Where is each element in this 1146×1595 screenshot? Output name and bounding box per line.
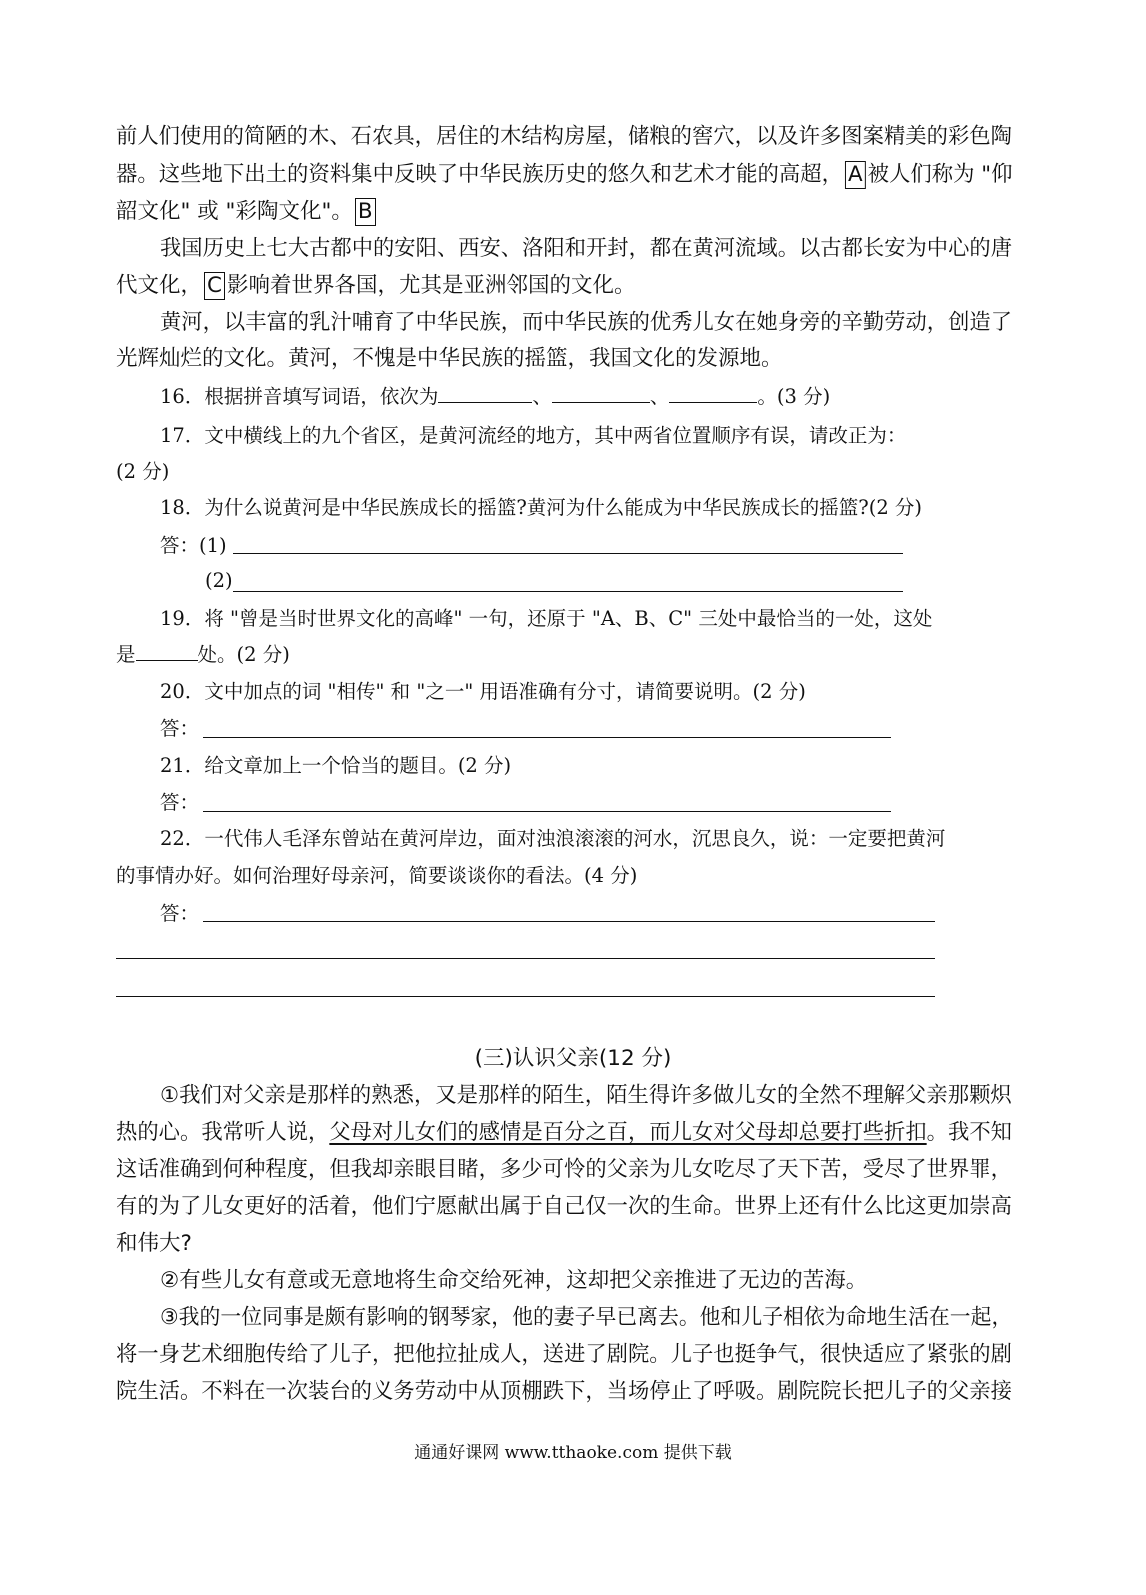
- section3-para1-line2: [116, 1118, 1012, 1148]
- text: 是: [116, 643, 136, 666]
- section3-para1-line3: [116, 1155, 1012, 1185]
- answer-line-22-2[interactable]: [116, 958, 935, 959]
- answer-18-2-label: [205, 566, 233, 596]
- section3-para3-line3: [116, 1377, 1012, 1407]
- section3-para1-line5: [116, 1229, 192, 1259]
- answer-blank-1[interactable]: [438, 382, 532, 403]
- underlined-sentence: 父母对儿女们的感情是百分之百，而儿女对父母却总要打些折扣: [329, 1120, 927, 1145]
- text: 答：(1): [160, 534, 227, 557]
- text: 答：: [160, 902, 200, 925]
- text: ②有些儿女有意或无意地将生命交给死神，这却把父亲推进了无边的苦海。: [160, 1268, 868, 1293]
- answer-blank-2[interactable]: [552, 382, 650, 403]
- text: ①我们对父亲是那样的熟悉，又是那样的陌生，陌生得许多做儿女的全然不理解父亲那颗炽: [160, 1083, 1012, 1108]
- answer-line-22-3[interactable]: [116, 996, 935, 997]
- text: 。(3 分): [757, 385, 831, 408]
- answer-line-22-1[interactable]: [203, 921, 935, 922]
- text: 处。(2 分): [197, 643, 290, 666]
- text: ③我的一位同事是颇有影响的钢琴家，他的妻子早已离去。他和儿子相依为命地生活在一起，: [160, 1305, 1013, 1330]
- question-17-line1: [160, 421, 906, 451]
- answer-22-label: [160, 899, 199, 929]
- text: 和伟大?: [116, 1231, 192, 1256]
- para1-line2: [116, 160, 1013, 190]
- text: 有的为了儿女更好的活着，他们宁愿献出属于自己仅一次的生命。世界上还有什么比这更加崇高: [116, 1194, 1012, 1219]
- para3-line1: [160, 308, 1012, 338]
- marker-c: C: [204, 272, 225, 300]
- section3-para1-line1: [160, 1081, 1012, 1111]
- text: 21．给文章加上一个恰当的题目。(2 分): [160, 754, 512, 777]
- text: 、: [649, 385, 670, 408]
- text: 被人们称为 "仰: [867, 162, 1013, 187]
- question-20: [160, 677, 806, 707]
- answer-21-label: [160, 788, 199, 818]
- text: 韶文化" 或 "彩陶文化"。: [116, 199, 353, 224]
- text: 20．文中加点的词 "相传" 和 "之一" 用语准确有分寸，请简要说明。(2 分): [160, 680, 806, 703]
- text: 代文化，: [116, 273, 203, 298]
- text: 影响着世界各国，尤其是亚洲邻国的文化。: [227, 273, 636, 298]
- text: (2 分): [116, 460, 170, 483]
- question-21: [160, 751, 511, 781]
- question-16: [160, 382, 830, 412]
- text: 光辉灿烂的文化。黄河，不愧是中华民族的摇篮，我国文化的发源地。: [116, 346, 783, 371]
- para2-line1: [160, 234, 1012, 264]
- para1-line3: [116, 197, 378, 227]
- answer-line-18-1[interactable]: [233, 553, 903, 554]
- text: 前人们使用的简陋的木、石农具，居住的木结构房屋，储粮的窖穴，以及许多图案精美的彩色陶: [116, 124, 1012, 149]
- text: (2): [205, 569, 233, 592]
- text: 、: [532, 385, 552, 408]
- text: (三)认识父亲(12 分): [474, 1046, 672, 1071]
- question-19-line1: [160, 604, 932, 634]
- text: 的事情办好。如何治理好母亲河，简要谈谈你的看法。(4 分): [116, 864, 638, 887]
- text: 18．为什么说黄河是中华民族成长的摇篮?黄河为什么能成为中华民族成长的摇篮?(2 分): [160, 496, 923, 519]
- para3-line2: [116, 344, 783, 374]
- question-22-line2: [116, 861, 637, 891]
- text: 这话准确到何种程度，但我却亲眼目睹，多少可怜的父亲为儿女吃尽了天下苦，受尽了世界罪，: [116, 1157, 1012, 1182]
- text: 院生活。不料在一次装台的义务劳动中从顶棚跌下，当场停止了呼吸。剧院院长把儿子的父亲接: [116, 1379, 1012, 1404]
- answer-line-21[interactable]: [203, 811, 891, 812]
- text: 。我不知: [926, 1120, 1013, 1145]
- para2-line2: [116, 271, 636, 301]
- answer-line-18-2[interactable]: [233, 591, 903, 592]
- answer-blank-3[interactable]: [669, 382, 757, 403]
- answer-20-label: [160, 714, 199, 744]
- section3-para3-line2: [116, 1340, 1012, 1370]
- page-footer: 通通好课网 www.tthaoke.com 提供下载: [414, 1443, 732, 1463]
- section3-para3-line1: [160, 1303, 1012, 1333]
- text: 17．文中横线上的九个省区，是黄河流经的地方，其中两省位置顺序有误，请改正为：: [160, 424, 907, 447]
- text: 将一身艺术细胞传给了儿子，把他拉扯成人，送进了剧院。儿子也挺争气，很快适应了紧张的剧: [116, 1342, 1012, 1367]
- question-22-line1: [160, 824, 945, 854]
- answer-blank-19[interactable]: [136, 640, 198, 661]
- para1-line1: [116, 122, 1012, 152]
- section3-para2: [160, 1266, 867, 1296]
- text: 我国历史上七大古都中的安阳、西安、洛阳和开封，都在黄河流域。以古都长安为中心的唐: [160, 236, 1013, 261]
- text: 热的心。我常听人说，: [116, 1120, 330, 1145]
- text: 器。这些地下出土的资料集中反映了中华民族历史的悠久和艺术才能的高超，: [116, 162, 843, 187]
- question-19-line2: [116, 640, 290, 670]
- section3-para1-line4: [116, 1192, 1012, 1222]
- text: 答：: [160, 717, 200, 740]
- text: 黄河，以丰富的乳汁哺育了中华民族，而中华民族的优秀儿女在她身旁的辛勤劳动，创造了: [160, 310, 1013, 335]
- text: 19．将 "曾是当时世界文化的高峰" 一句，还原于 "A、B、C" 三处中最恰当的一处，这处: [160, 607, 933, 630]
- marker-a: A: [845, 161, 866, 189]
- text: 答：: [160, 791, 200, 814]
- marker-b: B: [355, 198, 376, 226]
- question-18: [160, 493, 922, 523]
- answer-line-20[interactable]: [203, 737, 891, 738]
- question-17-line2: [116, 457, 169, 487]
- text: 22．一代伟人毛泽东曾站在黄河岸边，面对浊浪滚滚的河水，沉思良久，说：一定要把黄河: [160, 827, 946, 850]
- section-title: [0, 1044, 1146, 1074]
- text: 16．根据拼音填写词语，依次为: [160, 385, 439, 408]
- answer-18-1-label: [160, 531, 227, 561]
